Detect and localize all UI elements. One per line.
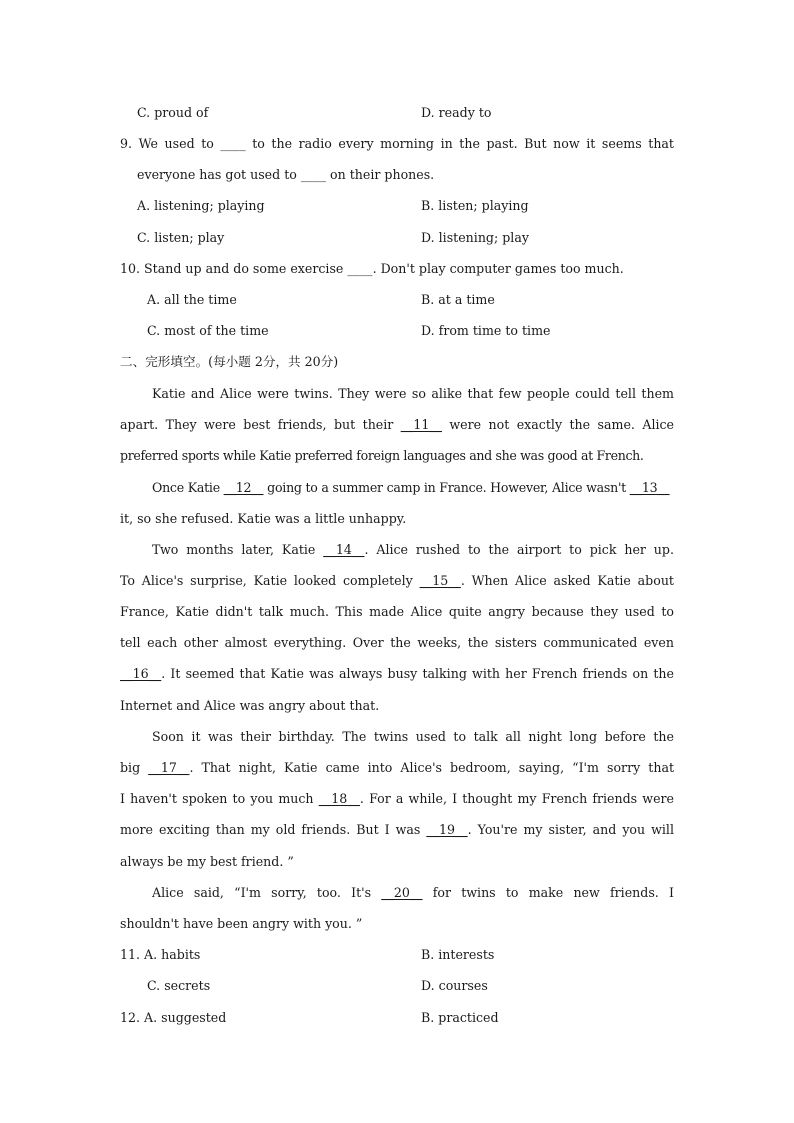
q11-option-a: 11. A. habits bbox=[120, 947, 201, 962]
passage-line: apart. They were best friends, but their __11__ were not exactly the same. Alice bbox=[120, 417, 675, 432]
blank-12: __12__ bbox=[223, 480, 264, 495]
q9-stem-line1: 9. We used to ____ to the radio every morning in the past. But now it seems that bbox=[120, 136, 674, 151]
q11-option-c: C. secrets bbox=[147, 978, 211, 993]
q12-option-a: 12. A. suggested bbox=[120, 1010, 227, 1025]
q9-option-d: D. listening; play bbox=[421, 230, 529, 245]
passage-line: Two months later, Katie __14__. Alice rushed to the airport to pick her up. bbox=[152, 542, 674, 557]
q8-option-c: C. proud of bbox=[137, 105, 209, 120]
passage-line: always be my best friend. ” bbox=[120, 854, 294, 869]
q9-stem-line2: everyone has got used to ____ on their phones. bbox=[137, 167, 435, 182]
q9-option-b: B. listen; playing bbox=[421, 198, 529, 213]
blank-15: __15__ bbox=[419, 573, 461, 588]
passage-line: Alice said, “I'm sorry, too. It's __20__ for twins to make new friends. I bbox=[152, 885, 674, 900]
blank-14: __14__ bbox=[323, 542, 365, 557]
blank-11: __11__ bbox=[400, 417, 442, 432]
passage-line: tell each other almost everything. Over the weeks, the sisters communicated even bbox=[120, 635, 674, 650]
passage-line: __16__. It seemed that Katie was always busy talking with her French friends on the bbox=[120, 666, 674, 681]
blank-13: __13__ bbox=[629, 480, 670, 495]
passage-line: more exciting than my old friends. But I was __19__. You're my sister, and you will bbox=[120, 822, 674, 837]
q10-option-c: C. most of the time bbox=[147, 323, 269, 338]
passage-line: big __17__. That night, Katie came into Alice's bedroom, saying, “I'm sorry that bbox=[120, 760, 675, 775]
q10-option-b: B. at a time bbox=[421, 292, 495, 307]
blank-20: __20__ bbox=[381, 885, 423, 900]
section-heading-cloze: 二、完形填空。(每小题 2分，共 20分) bbox=[120, 354, 339, 369]
blank-19: __19__ bbox=[426, 822, 468, 837]
passage-line: France, Katie didn't talk much. This made Alice quite angry because they used to bbox=[120, 604, 674, 619]
blank-16: __16__ bbox=[120, 666, 162, 681]
blank-18: __18__ bbox=[318, 791, 360, 806]
passage-line: Internet and Alice was angry about that. bbox=[120, 698, 380, 713]
q12-option-b: B. practiced bbox=[421, 1010, 499, 1025]
q10-stem: 10. Stand up and do some exercise ____. Don't play computer games too much. bbox=[120, 261, 624, 276]
passage-line: shouldn't have been angry with you. ” bbox=[120, 916, 363, 931]
q10-option-a: A. all the time bbox=[147, 292, 237, 307]
q11-option-d: D. courses bbox=[421, 978, 488, 993]
passage-line: To Alice's surprise, Katie looked completely __15__. When Alice asked Katie about bbox=[120, 573, 674, 588]
passage-line: preferred sports while Katie preferred foreign languages and she was good at French. bbox=[120, 448, 644, 463]
passage-line: Once Katie __12__ going to a summer camp in France. However, Alice wasn't __13__ bbox=[152, 480, 670, 495]
passage-line: I haven't spoken to you much __18__. For a while, I thought my French friends were bbox=[120, 791, 674, 806]
q9-option-c: C. listen; play bbox=[137, 230, 225, 245]
q9-option-a: A. listening; playing bbox=[137, 198, 265, 213]
passage-line: it, so she refused. Katie was a little unhappy. bbox=[120, 511, 407, 526]
q11-option-b: B. interests bbox=[421, 947, 495, 962]
passage-line: Soon it was their birthday. The twins used to talk all night long before the bbox=[152, 729, 674, 744]
q10-option-d: D. from time to time bbox=[421, 323, 551, 338]
q8-option-d: D. ready to bbox=[421, 105, 492, 120]
blank-17: __17__ bbox=[148, 760, 190, 775]
passage-line: Katie and Alice were twins. They were so alike that few people could tell them bbox=[152, 386, 674, 401]
